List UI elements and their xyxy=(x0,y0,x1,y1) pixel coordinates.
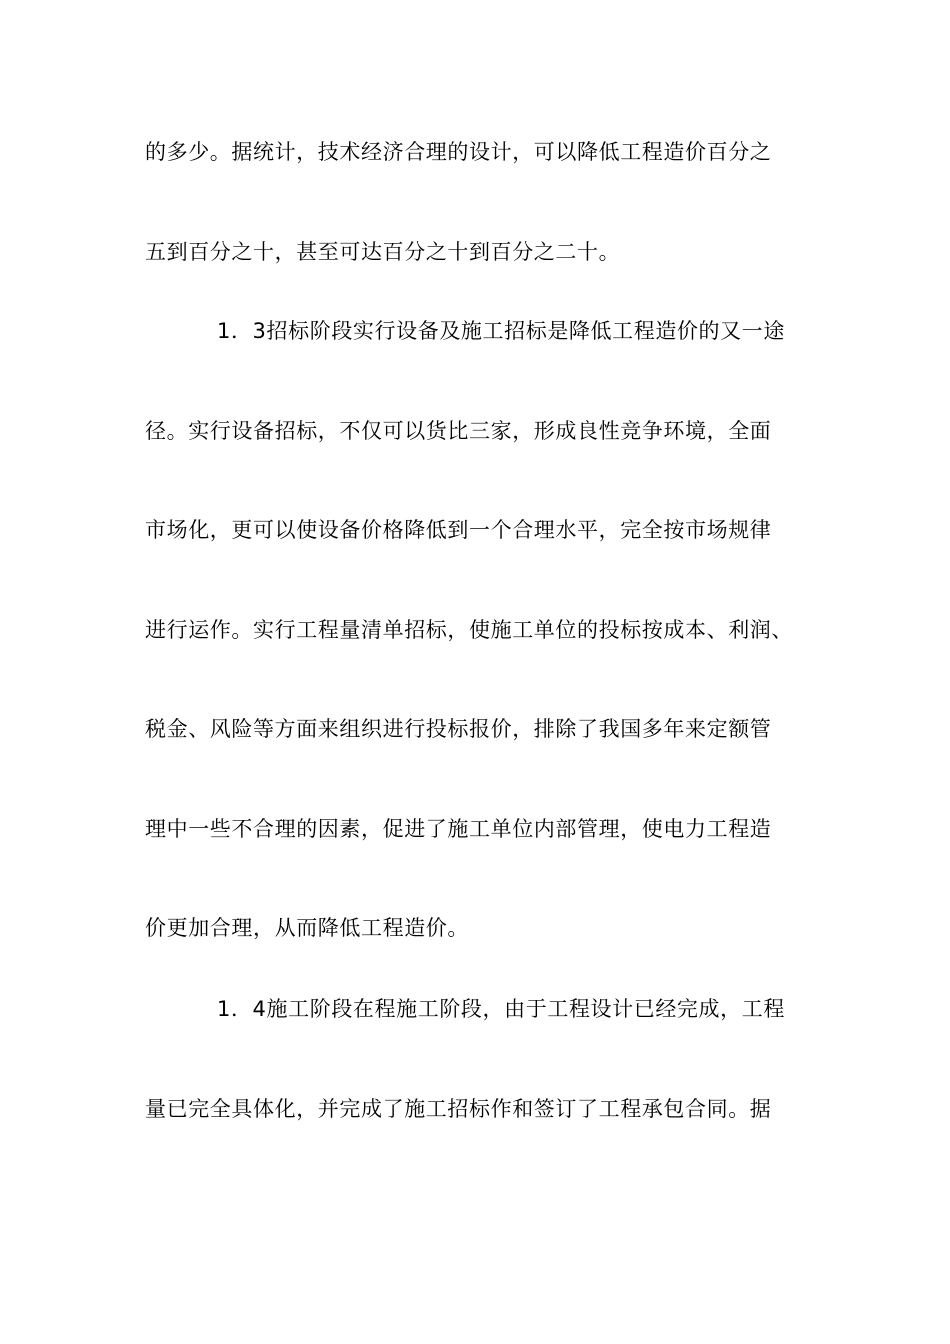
text-line: 税金、风险等方面来组织进行投标报价，排除了我国多年来定额管 xyxy=(145,717,772,741)
text-line: 的多少。据统计，技术经济合理的设计，可以降低工程造价百分之 xyxy=(145,140,772,164)
text-line: 径。实行设备招标，不仅可以货比三家，形成良性竞争环境，全面 xyxy=(145,419,772,443)
text-line: 进行运作。实行工程量清单招标，使施工单位的投标按成本、利润、 xyxy=(145,618,793,642)
text-line: 五到百分之十，甚至可达百分之十到百分之二十。 xyxy=(145,240,621,264)
text-line: 市场化，更可以使设备价格降低到一个合理水平，完全按市场规律 xyxy=(145,518,772,542)
section-heading-1-3: 1．3招标阶段实行设备及施工招标是降低工程造价的又一途 xyxy=(217,319,785,343)
text-line: 价更加合理，从而降低工程造价。 xyxy=(145,916,469,940)
text-line: 理中一些不合理的因素，促进了施工单位内部管理，使电力工程造 xyxy=(145,817,772,841)
text-line: 量已完全具体化，并完成了施工招标作和签订了工程承包合同。据 xyxy=(145,1097,772,1121)
section-heading-1-4: 1．4施工阶段在程施工阶段，由于工程设计已经完成，工程 xyxy=(217,997,785,1021)
